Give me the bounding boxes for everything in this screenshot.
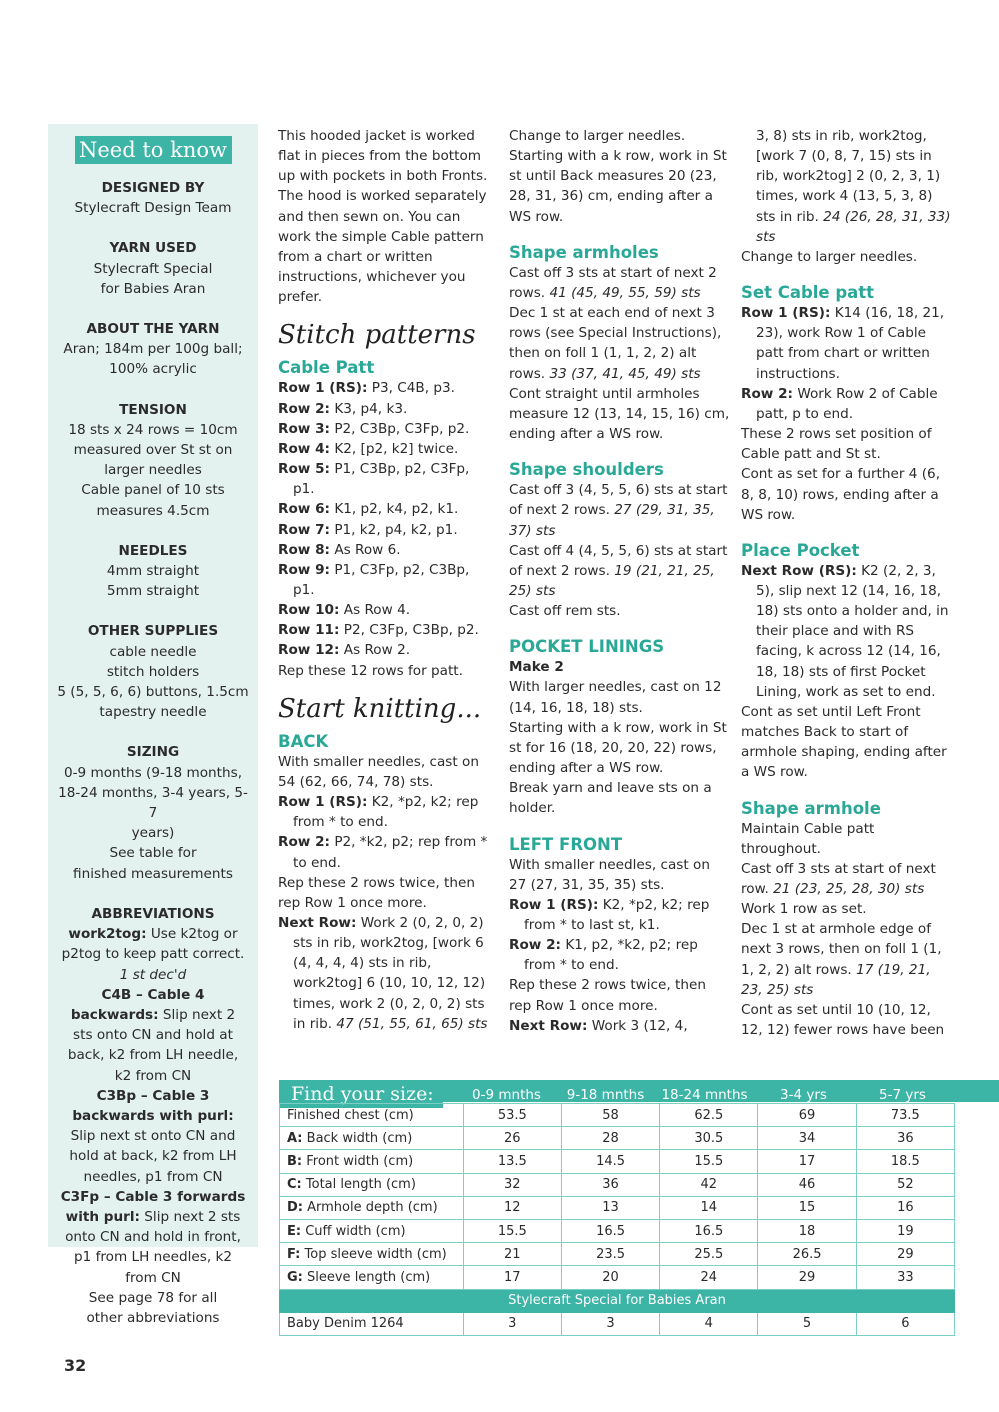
left-front-row-1: Row 1 (RS): K2, *p2, k2; rep from * to last st, k1. [509, 896, 710, 933]
armholes-para-1: Cast off 3 sts at start of next 2 rows. 41 (45, 49, 55, 59) sts [509, 264, 717, 301]
place-pocket-heading: Place Pocket [741, 540, 860, 560]
sidebar-section [48, 238, 258, 299]
cable-row-text: P2, C3Fp, C3Bp, p2. [339, 622, 479, 639]
sidebar-section-line: cable needle [109, 643, 197, 660]
measurement-key: C: [287, 1177, 302, 1193]
cable-row-text: As Row 2. [339, 642, 411, 659]
sidebar-section-line: 0-9 months (9-18 months, [63, 764, 243, 781]
abbreviation-entry [56, 1187, 250, 1288]
set-cable-para-3: These 2 rows set position of Cable patt and St st. [741, 426, 932, 463]
measurement-value: 73.5 [856, 1104, 954, 1127]
measurement-label [280, 1196, 464, 1219]
need-to-know-title: Need to know [75, 136, 232, 164]
sidebar-section-heading: DESIGNED BY [101, 180, 205, 196]
pocket-para-1: With larger needles, cast on 12 (14, 16, 18, 18) sts. [509, 679, 722, 716]
sidebar-section-line: 4mm straight [106, 563, 200, 580]
yarn-ball-count: 5 [758, 1312, 856, 1335]
pocket-linings-heading: POCKET LININGS [509, 637, 665, 657]
left-front-heading: LEFT FRONT [509, 834, 623, 854]
measurement-key: G: [287, 1269, 303, 1285]
pocket-make: Make 2 [509, 659, 564, 676]
back-next-row: Next Row: Work 2 (0, 2, 0, 2) sts in rib, work2tog, [work 6 (4, 4, 4, 4) sts in rib, work2tog] 6 (10, 10, 12, 12) times, work 2 (0, 2, 0, 2) sts in rib. 47 (51, 55, 61, 65) sts [278, 915, 488, 1032]
measurement-value: 32 [463, 1173, 561, 1196]
sidebar-section-line: measures 4.5cm [96, 502, 210, 519]
place-pocket-para-2: Cont as set until Left Front matches Back to start of armhole shaping, ending after a WS row. [741, 703, 947, 781]
abbreviation-term: C4B – Cable 4 backwards: [70, 986, 205, 1023]
measurement-value: 19 [856, 1219, 954, 1242]
yarn-band-label: Stylecraft Special for Babies Aran [280, 1289, 955, 1312]
table-row [280, 1104, 955, 1127]
back-cast-on: With smaller needles, cast on 54 (62, 66, 74, 78) sts. [278, 753, 479, 790]
measurement-key: D: [287, 1200, 303, 1216]
cable-row-label: Row 3: [278, 420, 330, 437]
abbreviation-note: 1 st dec'd [119, 966, 187, 983]
measurement-value: 15.5 [660, 1150, 758, 1173]
cable-row-label: Row 5: [278, 461, 330, 478]
back-heading: BACK [278, 731, 329, 751]
abbreviation-text: Use k2tog or p2tog to keep patt correct. [61, 926, 245, 963]
size-header: 9-18 mnths [566, 1087, 645, 1103]
cable-row-text: K2, [p2, k2] twice. [330, 440, 459, 457]
sidebar-section-line: 100% acrylic [109, 361, 197, 378]
cable-row-label: Row 10: [278, 602, 340, 619]
sidebar-section [48, 178, 258, 218]
measurement-name: Total length (cm) [301, 1177, 416, 1193]
intro-paragraph: This hooded jacket is worked flat in pieces from the bottom up with pockets in both Fronts. The hood is worked separately and then sewn on. You can work the simple Cable pattern from a chart or written instructions, whichever you prefer. [278, 128, 488, 306]
measurement-value: 26.5 [758, 1243, 856, 1266]
measurement-value: 18 [758, 1219, 856, 1242]
place-pocket-next-row: Next Row (RS): K2 (2, 2, 3, 5), slip next 12 (14, 16, 18, 18) sts onto a holder and, in their place and with RS facing, k across 12 (14, 16, 18, 18) sts of first Pocket Lining, work as set to end. [741, 562, 949, 700]
abbreviation-text: Slip next 2 sts onto CN and hold in front, p1 from LH needles, k2 from CN [65, 1208, 241, 1286]
table-row [280, 1173, 955, 1196]
shoulders-para-3: Cast off rem sts. [509, 603, 621, 620]
measurement-value: 62.5 [660, 1104, 758, 1127]
measurement-name: Sleeve length (cm) [302, 1269, 431, 1285]
sidebar-section [48, 621, 258, 722]
measurement-value: 29 [758, 1266, 856, 1289]
size-header: 5-7 yrs [879, 1087, 926, 1103]
cable-row-label: Row 1 (RS): [278, 380, 368, 397]
sidebar-section-line: Stylecraft Design Team [74, 200, 232, 217]
column-3 [741, 126, 955, 1040]
measurement-label [280, 1127, 464, 1150]
sidebar-section-heading: YARN USED [109, 240, 197, 257]
abbreviations-footer-line: other abbreviations [86, 1309, 220, 1326]
back-repeat: Rep these 2 rows twice, then rep Row 1 once more. [278, 874, 475, 911]
measurement-value: 36 [856, 1127, 954, 1150]
yarn-ball-count: 3 [463, 1312, 561, 1335]
size-header: 3-4 yrs [780, 1087, 827, 1103]
measurement-value: 15 [758, 1196, 856, 1219]
measurement-value: 28 [561, 1127, 659, 1150]
table-row [280, 1312, 955, 1335]
measurement-value: 12 [463, 1196, 561, 1219]
measurement-value: 29 [856, 1243, 954, 1266]
need-to-know-panel [48, 124, 258, 1326]
left-front-row-2: Row 2: K1, p2, *k2, p2; rep from * to end. [509, 937, 698, 974]
measurement-label [280, 1104, 464, 1127]
cable-row [278, 378, 494, 398]
sidebar-section-heading: NEEDLES [118, 542, 188, 559]
size-table-body [279, 1103, 955, 1336]
back-continuation: Change to larger needles. Starting with a k row, work in St st until Back measures 20 (23, 28, 31, 36) cm, ending after a WS row. [509, 128, 727, 225]
pocket-para-3: Break yarn and leave sts on a holder. [509, 780, 712, 817]
abbreviation-term: C3Bp – Cable 3 backwards with purl: [72, 1087, 234, 1124]
cable-row [278, 540, 494, 560]
measurement-value: 34 [758, 1127, 856, 1150]
cable-row-label: Row 9: [278, 561, 330, 578]
yarn-band-row [280, 1289, 955, 1312]
measurement-value: 30.5 [660, 1127, 758, 1150]
measurement-name: Back width (cm) [302, 1130, 413, 1146]
pocket-para-2: Starting with a k row, work in St st for 16 (18, 20, 20, 22) rows, ending after a WS row. [509, 719, 727, 777]
sidebar-section-line: larger needles [104, 462, 202, 479]
cable-row-label: Row 4: [278, 440, 330, 457]
measurement-key: B: [287, 1153, 303, 1169]
cable-row-text: K3, p4, k3. [330, 400, 408, 417]
column-2 [509, 126, 731, 1036]
measurement-key: E: [287, 1223, 302, 1239]
sidebar-section-line: 18-24 months, 3-4 years, 5-7 [58, 784, 248, 822]
cable-repeat: Rep these 12 rows for patt. [278, 662, 463, 679]
table-row [280, 1196, 955, 1219]
sidebar-section-line: for Babies Aran [100, 280, 206, 297]
abbreviation-entry [56, 924, 250, 985]
measurement-label [280, 1219, 464, 1242]
cable-row-text: As Row 4. [339, 602, 411, 619]
set-cable-row-2: Row 2: Work Row 2 of Cable patt, p to end. [741, 385, 938, 422]
left-front-next-row: Next Row: Work 3 (12, 4, [509, 1017, 688, 1034]
measurement-value: 14.5 [561, 1150, 659, 1173]
shape-armholes-heading: Shape armholes [509, 242, 659, 262]
measurement-value: 16.5 [561, 1219, 659, 1242]
cable-row [278, 459, 494, 499]
cable-patt-heading: Cable Patt [278, 358, 375, 378]
yarn-ball-count: 3 [561, 1312, 659, 1335]
cable-row [278, 640, 494, 660]
cable-row [278, 520, 494, 540]
cable-rows [278, 378, 494, 660]
measurement-key: A: [287, 1130, 303, 1146]
measurement-label [280, 1173, 464, 1196]
back-row-2: Row 2: P2, *k2, p2; rep from * to end. [278, 834, 488, 871]
size-header: 18-24 mnths [661, 1087, 748, 1103]
measurement-label [280, 1243, 464, 1266]
armhole-para-4: Dec 1 st at armhole edge of next 3 rows, then on foll 1 (1, 1, 2, 2) alt rows. 17 (19, 21, 23, 25) sts [741, 921, 942, 998]
sidebar-section [48, 400, 258, 521]
cable-row [278, 439, 494, 459]
abbreviations-section [48, 904, 258, 1328]
cable-row-label: Row 12: [278, 642, 340, 659]
sidebar-section-heading: SIZING [126, 744, 180, 761]
set-cable-para-4: Cont as set for a further 4 (6, 8, 8, 10) rows, ending after a WS row. [741, 466, 941, 523]
measurement-value: 25.5 [660, 1243, 758, 1266]
sidebar-section-line: Cable panel of 10 sts [81, 482, 225, 499]
sidebar-section-line: Stylecraft Special [93, 260, 213, 277]
sidebar-section-line: finished measurements [73, 865, 233, 882]
measurement-label [280, 1266, 464, 1289]
sidebar-section-line: measured over St st on [73, 442, 233, 459]
shape-armhole-heading: Shape armhole [741, 798, 881, 818]
measurement-value: 17 [758, 1150, 856, 1173]
cable-row-text: P3, C4B, p3. [367, 380, 455, 397]
cable-row-text: K1, p2, k4, p2, k1. [330, 501, 459, 518]
measurement-value: 16 [856, 1196, 954, 1219]
sidebar-section-heading: ABOUT THE YARN [86, 321, 220, 338]
stitch-patterns-title: Stitch patterns [278, 320, 476, 351]
column-1 [278, 126, 494, 1034]
armholes-para-3: Cont straight until armholes measure 12 (13, 14, 15, 16) cm, ending after a WS row. [509, 385, 730, 443]
armhole-para-2: Cast off 3 sts at start of next row. 21 (23, 25, 28, 30) sts [741, 860, 936, 897]
measurement-name: Cuff width (cm) [301, 1223, 406, 1239]
size-header: 0-9 mnths [472, 1087, 541, 1103]
cable-row-label: Row 7: [278, 521, 330, 538]
measurement-value: 53.5 [463, 1104, 561, 1127]
sidebar-section-heading: OTHER SUPPLIES [87, 623, 219, 640]
left-front-cast-on: With smaller needles, cast on 27 (27, 31, 35, 35) sts. [509, 856, 710, 893]
table-row [280, 1150, 955, 1173]
measurement-name: Armhole depth (cm) [303, 1200, 438, 1216]
abbreviation-entry [56, 1086, 250, 1187]
set-cable-heading: Set Cable patt [741, 283, 875, 303]
cable-row-label: Row 8: [278, 541, 330, 558]
table-row [280, 1219, 955, 1242]
measurement-value: 24 [660, 1266, 758, 1289]
yarn-ball-count: 4 [660, 1312, 758, 1335]
change-needles: Change to larger needles. [741, 248, 918, 265]
measurement-value: 69 [758, 1104, 856, 1127]
abbreviation-term: C3Fp – Cable 3 forwards with purl: [60, 1188, 246, 1225]
find-your-size-title: Find your size: [279, 1080, 443, 1108]
measurement-value: 42 [660, 1173, 758, 1196]
sidebar-section-line: tapestry needle [99, 704, 207, 721]
shape-shoulders-heading: Shape shoulders [509, 460, 664, 480]
measurement-value: 17 [463, 1266, 561, 1289]
sidebar-section [48, 541, 258, 602]
sidebar-section-line: 18 sts x 24 rows = 10cm [68, 421, 238, 438]
yarn-shade-label: Baby Denim 1264 [280, 1312, 464, 1335]
sidebar-section [48, 742, 258, 883]
measurement-value: 58 [561, 1104, 659, 1127]
armholes-para-2: Dec 1 st at each end of next 3 rows (see Special Instructions), then on foll 1 (1, 1, 2, 2) alt rows. 33 (37, 41, 45, 49) sts [509, 305, 722, 382]
measurement-value: 14 [660, 1196, 758, 1219]
armhole-para-3: Work 1 row as set. [741, 901, 867, 918]
sidebar-section-line: stitch holders [106, 663, 200, 680]
table-row [280, 1266, 955, 1289]
abbreviations-list [56, 924, 250, 1288]
measurement-value: 20 [561, 1266, 659, 1289]
measurement-value: 13.5 [463, 1150, 561, 1173]
measurement-value: 46 [758, 1173, 856, 1196]
sidebar-sections [48, 178, 258, 884]
cable-row-text: P1, k2, p4, k2, p1. [330, 521, 458, 538]
measurement-value: 13 [561, 1196, 659, 1219]
abbreviation-term: work2tog: [68, 926, 147, 943]
measurement-key: F: [287, 1246, 301, 1262]
cable-row [278, 620, 494, 640]
back-row-1: Row 1 (RS): K2, *p2, k2; rep from * to end. [278, 794, 479, 831]
measurement-value: 26 [463, 1127, 561, 1150]
sidebar-section-line: years) [131, 825, 175, 842]
left-front-continuation: 3, 8) sts in rib, work2tog, [work 7 (0, 8, 7, 15) sts in rib, work2tog] 2 (0, 2, 3, 1) times, work 4 (13, 5, 3, 8) sts in rib. 24 (26, 28, 31, 33) sts [756, 128, 951, 245]
start-knitting-title: Start knitting... [278, 693, 482, 724]
sidebar-section-line: 5 (5, 5, 6, 6) buttons, 1.5cm [57, 684, 249, 701]
sidebar-section-line: See table for [109, 845, 197, 862]
measurement-value: 16.5 [660, 1219, 758, 1242]
cable-row-text: P1, C3Bp, p2, C3Fp, p1. [293, 461, 470, 498]
armhole-para-1: Maintain Cable patt throughout. [741, 820, 875, 857]
measurement-value: 36 [561, 1173, 659, 1196]
shoulders-para-1: Cast off 3 (4, 5, 5, 6) sts at start of next 2 rows. 27 (29, 31, 35, 37) sts [509, 482, 728, 539]
sidebar-section [48, 319, 258, 380]
measurement-value: 18.5 [856, 1150, 954, 1173]
armhole-para-5: Cont as set until 10 (10, 12, 12, 12) fewer rows have been [741, 1001, 945, 1039]
table-row [280, 1243, 955, 1266]
set-cable-row-1: Row 1 (RS): K14 (16, 18, 21, 23), work Row 1 of Cable patt from chart or written instructions. [741, 305, 945, 382]
measurement-value: 33 [856, 1266, 954, 1289]
measurement-name: Top sleeve width (cm) [300, 1246, 447, 1262]
cable-row-label: Row 6: [278, 501, 330, 518]
cable-row-text: As Row 6. [330, 541, 401, 558]
abbreviation-entry [56, 985, 250, 1086]
measurement-value: 15.5 [463, 1219, 561, 1242]
sidebar-section-heading: TENSION [119, 401, 187, 418]
measurement-label [280, 1150, 464, 1173]
sidebar-section-line: Aran; 184m per 100g ball; [63, 341, 243, 358]
cable-row-label: Row 2: [278, 400, 330, 417]
page-number: 32 [64, 1356, 87, 1375]
abbreviation-text: Slip next 2 sts onto CN and hold at back, k2 from LH needle, k2 from CN [67, 1006, 239, 1084]
measurement-value: 23.5 [561, 1243, 659, 1266]
sidebar-section-line: 5mm straight [106, 583, 200, 600]
table-row [280, 1127, 955, 1150]
measurement-value: 52 [856, 1173, 954, 1196]
measurement-name: Front width (cm) [302, 1153, 414, 1169]
cable-row [278, 399, 494, 419]
abbreviation-text: Slip next st onto CN and hold at back, k2 from LH needles, p1 from CN [69, 1128, 237, 1185]
cable-row [278, 419, 494, 439]
cable-row [278, 560, 494, 600]
measurement-name: Finished chest (cm) [287, 1107, 414, 1123]
cable-row [278, 600, 494, 620]
cable-row-text: P1, C3Fp, p2, C3Bp, p1. [293, 561, 470, 598]
left-front-repeat: Rep these 2 rows twice, then rep Row 1 once more. [509, 977, 706, 1014]
abbreviations-footer-line: See page 78 for all [88, 1289, 218, 1306]
cable-row [278, 499, 494, 519]
cable-row-label: Row 11: [278, 622, 340, 639]
abbreviations-heading: ABBREVIATIONS [91, 905, 215, 922]
yarn-ball-count: 6 [856, 1312, 954, 1335]
measurement-value: 21 [463, 1243, 561, 1266]
cable-row-text: P2, C3Bp, C3Fp, p2. [330, 420, 470, 437]
shoulders-para-2: Cast off 4 (4, 5, 5, 6) sts at start of next 2 rows. 19 (21, 21, 25, 25) sts [509, 542, 728, 599]
